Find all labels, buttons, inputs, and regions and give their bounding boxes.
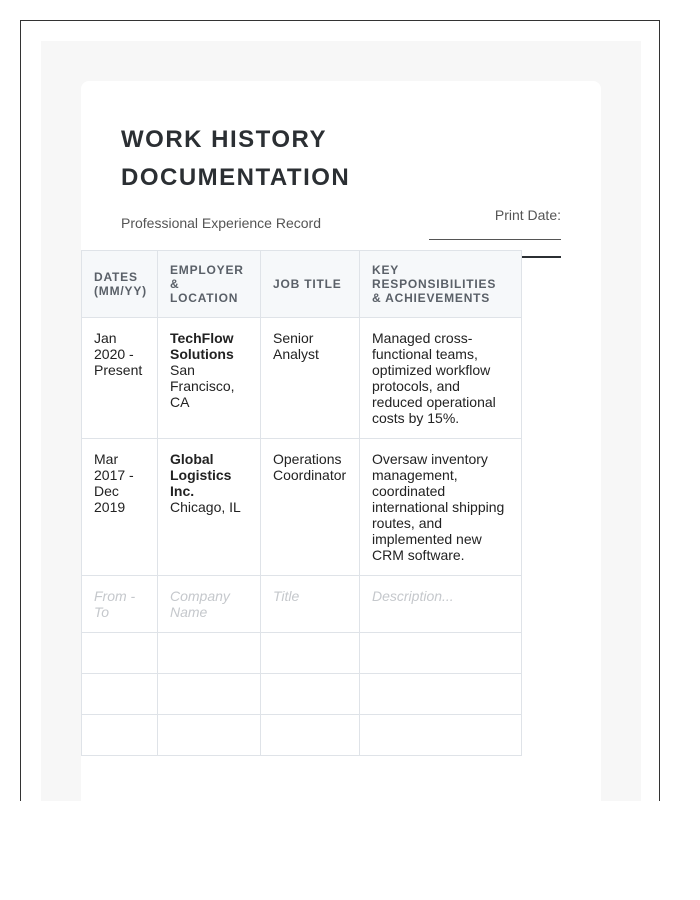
document-header (121, 121, 561, 258)
employer-name: Global Logistics Inc. (170, 451, 232, 499)
column-header-dates: DATES (MM/YY) (82, 251, 158, 318)
empty-cell[interactable] (360, 674, 522, 715)
column-header-employer: EMPLOYER & LOCATION (158, 251, 261, 318)
table-header-row (82, 251, 522, 318)
placeholder-description[interactable]: Description... (360, 576, 522, 633)
table-row-empty[interactable] (82, 633, 522, 674)
empty-cell[interactable] (261, 633, 360, 674)
empty-cell[interactable] (261, 715, 360, 756)
page-background (41, 41, 641, 801)
column-header-job-title: JOB TITLE (261, 251, 360, 318)
cell-responsibilities: Managed cross-functional teams, optimized workflow protocols, and reduced operational costs by 15%. (360, 318, 522, 439)
empty-cell[interactable] (158, 633, 261, 674)
cell-job-title: Senior Analyst (261, 318, 360, 439)
empty-cell[interactable] (360, 715, 522, 756)
placeholder-dates[interactable]: From - To (82, 576, 158, 633)
print-date-field[interactable] (429, 239, 561, 240)
employer-location: San Francisco, CA (170, 362, 235, 410)
employer-location: Chicago, IL (170, 499, 241, 515)
cell-responsibilities: Oversaw inventory management, coordinated international shipping routes, and implemented new CRM software. (360, 439, 522, 576)
table-row-placeholder[interactable] (82, 576, 522, 633)
print-date-block (429, 207, 561, 240)
cell-dates: Mar 2017 - Dec 2019 (82, 439, 158, 576)
cell-employer (158, 318, 261, 439)
empty-cell[interactable] (261, 674, 360, 715)
print-date-label: Print Date: (494, 207, 561, 223)
document-title: WORK HISTORY DOCUMENTATION (121, 126, 351, 191)
cell-employer (158, 439, 261, 576)
page-frame (20, 20, 660, 801)
empty-cell[interactable] (82, 674, 158, 715)
column-header-responsibilities: KEY RESPONSIBILITIES & ACHIEVEMENTS (360, 251, 522, 318)
document-subtitle: Professional Experience Record (121, 215, 321, 231)
placeholder-employer[interactable]: Company Name (158, 576, 261, 633)
work-history-table (81, 250, 522, 756)
empty-cell[interactable] (360, 633, 522, 674)
placeholder-title[interactable]: Title (261, 576, 360, 633)
empty-cell[interactable] (82, 715, 158, 756)
empty-cell[interactable] (158, 674, 261, 715)
empty-cell[interactable] (82, 633, 158, 674)
table-row (82, 318, 522, 439)
employer-name: TechFlow Solutions (170, 330, 234, 362)
table-row-empty[interactable] (82, 674, 522, 715)
table-row-empty[interactable] (82, 715, 522, 756)
empty-cell[interactable] (158, 715, 261, 756)
cell-job-title: Operations Coordinator (261, 439, 360, 576)
cell-dates: Jan 2020 - Present (82, 318, 158, 439)
table-row (82, 439, 522, 576)
